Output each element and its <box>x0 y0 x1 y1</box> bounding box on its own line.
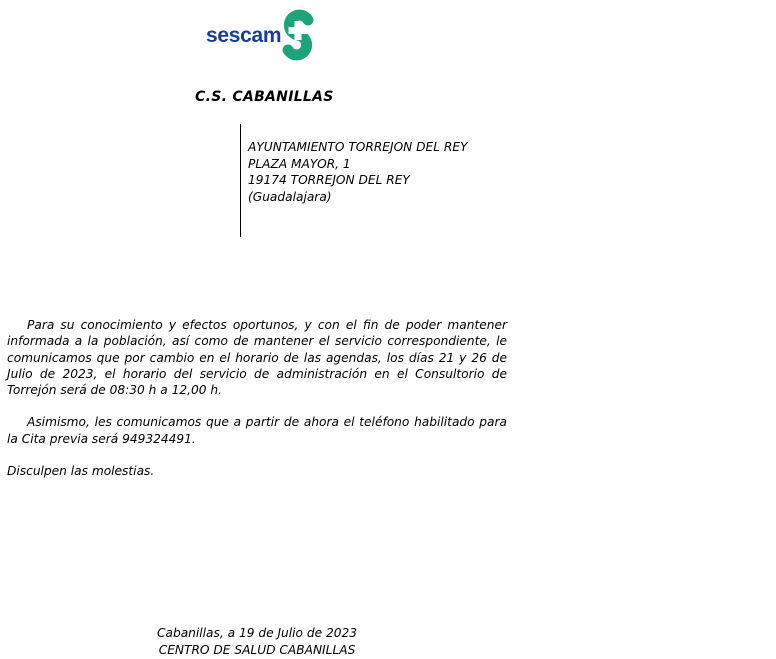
body-paragraph: Asimismo, les comunicamos que a partir de ahora el teléfono habilitado para la Cita previa será 949324491. <box>7 415 507 446</box>
recipient-address <box>248 139 468 205</box>
address-line: 19174 TORREJON DEL REY <box>248 173 410 187</box>
body-paragraph: Para su conocimiento y efectos oportunos, y con el fin de poder mantener informada a la población, así como de mantener el servicio correspondiente, le comunicamos que por cambio en el horario de las agendas, los días 21 y 26 de Julio de 2023, el horario del servicio de administración en el Consultorio de Torrejón será de 08:30 h a 12,00 h. <box>7 318 507 398</box>
sescam-logo <box>206 8 318 62</box>
address-line: (Guadalajara) <box>248 189 332 204</box>
address-line: AYUNTAMIENTO TORREJON DEL REY <box>248 140 468 154</box>
letter-body <box>7 317 507 495</box>
logo-text: sescam <box>206 24 282 47</box>
signature-org: CENTRO DE SALUD CABANILLAS <box>158 642 356 657</box>
address-divider <box>240 124 241 237</box>
body-paragraph: Disculpen las molestias. <box>7 464 155 479</box>
address-line: PLAZA MAYOR, 1 <box>248 156 351 171</box>
signature-block <box>150 625 364 658</box>
sescam-s-cross-icon <box>280 8 316 62</box>
health-center-name: C.S. CABANILLAS <box>195 89 334 105</box>
signature-place-date: Cabanillas, a 19 de Julio de 2023 <box>156 626 357 640</box>
